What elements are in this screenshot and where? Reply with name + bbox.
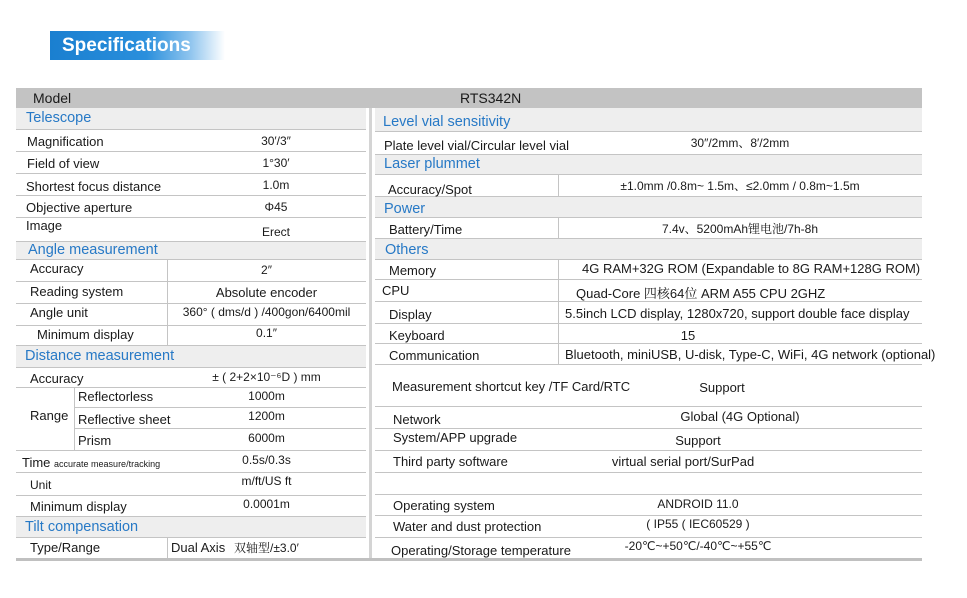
spec-value: ±1.0mm /0.8m~ 1.5m、≤2.0mm / 0.8m~1.5m <box>620 179 860 193</box>
section-laser-plummet <box>375 155 922 175</box>
spec-row-accuracy-spot <box>375 175 922 197</box>
model-value: RTS342N <box>460 90 522 106</box>
spec-value: 0.1″ <box>256 326 277 340</box>
spec-label: Field of view <box>27 156 100 171</box>
spec-value: 30″/2mm、8′/2mm <box>690 136 790 150</box>
spec-value: ± ( 2+2×10⁻⁶D ) mm <box>212 370 321 384</box>
section-title: Power <box>384 201 426 217</box>
spec-row-accuracy <box>16 260 366 282</box>
spec-row-battery <box>375 218 922 239</box>
spec-value: 0.0001m <box>243 497 290 511</box>
spec-value: Absolute encoder <box>215 285 318 300</box>
spec-row-communication <box>375 344 936 365</box>
spec-value: Quad-Core 四核64位 ARM A55 CPU 2GHZ <box>576 286 826 301</box>
spec-label: Operating/Storage temperature <box>391 543 571 558</box>
spec-label: System/APP upgrade <box>393 430 518 445</box>
spec-row-plate-level <box>375 132 922 155</box>
section-tilt-compensation <box>16 517 366 538</box>
spec-value: 双轴型/±3.0′ <box>234 541 299 555</box>
spec-label: Communication <box>389 348 480 363</box>
spec-value: 2″ <box>261 263 272 277</box>
spec-row-unit <box>16 473 366 496</box>
spec-value: ANDROID 11.0 <box>657 497 739 511</box>
spec-label: Minimum display <box>37 327 134 342</box>
spec-label: Reflectorless <box>78 389 154 404</box>
column-divider <box>369 108 372 560</box>
spec-row-network <box>375 407 922 429</box>
section-banner <box>50 31 225 60</box>
spec-label: Display <box>389 307 432 322</box>
spec-value: 1°30′ <box>262 156 290 170</box>
spec-row-reflectorless <box>74 388 366 408</box>
spec-value: Support <box>699 380 745 395</box>
spec-axis: Dual Axis <box>171 540 226 555</box>
spec-row-reflective-sheet <box>74 408 366 429</box>
section-title: Others <box>385 242 429 258</box>
spec-row-upgrade <box>375 429 922 451</box>
spec-label: Reading system <box>30 284 124 299</box>
section-title: Telescope <box>26 110 92 126</box>
model-header-row <box>16 88 922 108</box>
spec-label: Time accurate measure/tracking <box>22 455 161 470</box>
spec-label: Accuracy/Spot <box>388 182 472 197</box>
spec-label: Third party software <box>393 454 508 469</box>
spec-value: 15 <box>680 328 696 343</box>
cell-divider <box>167 538 168 558</box>
spec-row-temperature <box>375 538 922 558</box>
spec-label: Operating system <box>393 498 495 513</box>
section-distance-measurement <box>16 346 366 368</box>
spec-value: 7.4v、5200mAh锂电池/7h-8h <box>661 222 819 236</box>
section-title: Angle measurement <box>28 242 158 258</box>
spec-label: Type/Range <box>30 540 101 555</box>
spec-value: Bluetooth, miniUSB, U-disk, Type-C, WiFi, 4G network (optional) <box>565 347 936 362</box>
spec-row-os <box>375 495 922 516</box>
spec-row-distance-accuracy <box>16 368 366 388</box>
spec-row-time <box>16 451 366 473</box>
spec-row-min-display-distance <box>16 496 366 517</box>
spec-row-display <box>375 302 922 324</box>
spec-row-image <box>16 218 366 242</box>
spec-label: Unit <box>30 478 52 492</box>
spec-label: Angle unit <box>30 305 88 320</box>
spec-label: Shortest focus distance <box>26 179 162 194</box>
section-power <box>375 197 922 218</box>
spec-value: 1000m <box>248 389 285 403</box>
range-group <box>16 388 366 451</box>
spec-value: Global (4G Optional) <box>680 409 800 424</box>
spec-row-objective-aperture <box>16 196 366 218</box>
spec-sublabel: accurate measure/tracking <box>54 459 161 469</box>
spec-value: -20℃~+50℃/-40℃~+55℃ <box>624 539 772 553</box>
spec-value: 30′/3″ <box>261 134 291 148</box>
spec-label: Accuracy <box>30 371 84 386</box>
spec-value: ( IP55 ( IEC60529 ) <box>646 517 750 531</box>
spec-value: 4G RAM+32G ROM (Expandable to 8G RAM+128G ROM) <box>582 261 921 276</box>
section-angle-measurement <box>16 242 366 260</box>
spec-label: Memory <box>389 263 436 278</box>
cell-divider <box>558 344 559 364</box>
spec-row-prism <box>74 429 366 450</box>
spec-row-type-range <box>16 538 366 558</box>
spec-value: 0.5s/0.3s <box>242 453 291 467</box>
spec-row-magnification <box>16 130 366 152</box>
cell-divider <box>558 302 559 323</box>
spec-value: m/ft/US ft <box>241 474 292 488</box>
spec-label: Battery/Time <box>389 222 463 237</box>
spec-row-blank <box>375 473 922 495</box>
spec-label: Measurement shortcut key /TF Card/RTC <box>392 379 631 394</box>
spec-label: Network <box>393 412 441 427</box>
section-title: Laser plummet <box>384 156 480 172</box>
spec-label: Prism <box>78 433 112 448</box>
spec-row-angle-unit <box>16 304 366 326</box>
section-level-vial <box>375 108 922 132</box>
spec-value: Support <box>675 433 721 448</box>
spec-value: 1200m <box>248 409 285 423</box>
section-others <box>375 239 922 260</box>
spec-label: Plate level vial/Circular level vial <box>384 138 569 153</box>
spec-label: Image <box>26 218 63 233</box>
spec-label: CPU <box>382 283 410 298</box>
spec-label: Objective aperture <box>26 200 133 215</box>
cell-divider <box>558 280 559 301</box>
spec-row-reading-system <box>16 282 366 304</box>
section-title: Tilt compensation <box>25 519 139 535</box>
spec-label: Keyboard <box>389 328 445 343</box>
range-label: Range <box>30 408 69 423</box>
spec-value: Erect <box>261 225 290 239</box>
spec-label: Minimum display <box>30 499 127 514</box>
spec-row-shortest-focus <box>16 174 366 196</box>
spec-row-field-of-view <box>16 152 366 174</box>
spec-value: Φ45 <box>264 200 288 214</box>
spec-row-water-dust <box>375 516 922 538</box>
spec-value: 360° ( dms/d ) /400gon/6400mil <box>182 305 351 319</box>
spec-label: Magnification <box>27 134 104 149</box>
spec-value: 5.5inch LCD display, 1280x720, support double face display <box>565 306 910 321</box>
spec-row-min-display-angle <box>16 326 366 346</box>
spec-row-cpu <box>375 280 922 302</box>
spec-label: Water and dust protection <box>393 519 542 534</box>
spec-row-shortcut <box>375 365 922 407</box>
spec-value: virtual serial port/SurPad <box>611 454 755 469</box>
spec-value: 1.0m <box>262 178 290 192</box>
page-title: Specifications <box>62 35 191 56</box>
section-title: Distance measurement <box>25 348 175 364</box>
spec-label: Accuracy <box>30 261 84 276</box>
spec-row-memory <box>375 260 922 280</box>
spec-label: Reflective sheet <box>78 412 171 427</box>
section-telescope <box>16 108 366 130</box>
model-label: Model <box>33 90 72 106</box>
spec-row-keyboard <box>375 324 922 344</box>
section-title: Level vial sensitivity <box>383 114 511 130</box>
table-bottom-rule <box>16 558 922 561</box>
spec-row-third-party <box>375 451 922 473</box>
cell-divider <box>558 260 559 279</box>
spec-value: 6000m <box>248 431 285 445</box>
